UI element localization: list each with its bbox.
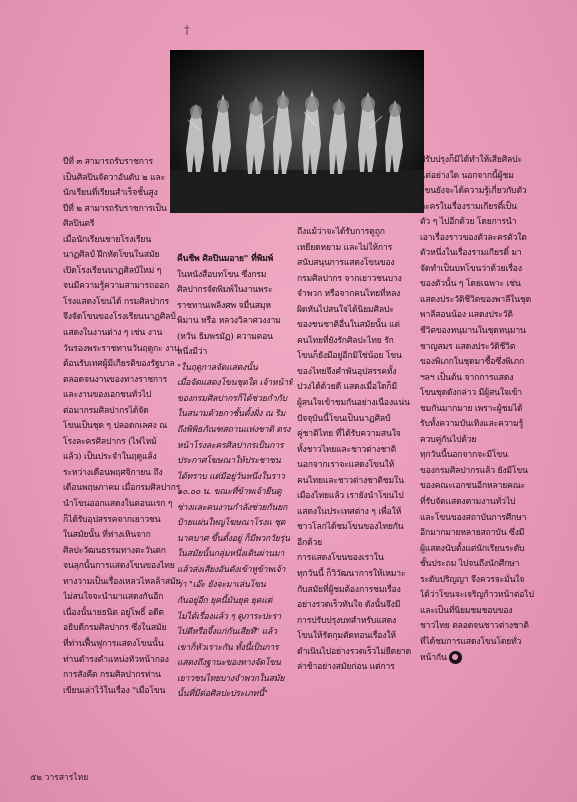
- column-a-line: และงานของเอกชนทั่วไป: [63, 390, 152, 401]
- column-a-line: ทางวามเป็นเรื่องเหลวไหลล้าสมัย: [63, 576, 181, 587]
- column-c-line: โขนก็ยังมีอยู่อีกมิใช่น้อย โขน: [297, 351, 402, 362]
- column-b-line: ราชทานเพลิงศพ จมื่นสมุห: [177, 300, 271, 311]
- column-a-line: ในสมัยนั้น ที่ห่างเหินจาก: [63, 530, 151, 541]
- column-b-line: ในสมัยนั้นกลุ่มหนึ่งเดินผ่านมา: [177, 549, 285, 560]
- column-c-line: ถึงแม้ว่าจะได้รับการดูถูก: [297, 227, 385, 237]
- column-b-line: ว่า "เอ๊ะ ยังจะมาเล่นโขน: [177, 580, 266, 591]
- column-c-line: ชาวโลกได้ชมโขนของไทยกัน: [297, 522, 404, 533]
- khon-performance-photo: [170, 50, 424, 213]
- column-d-line: ชาวไทย ตลอดจนชาวต่างชาติ: [420, 621, 529, 632]
- text-column-1: [63, 155, 184, 699]
- column-a-line: ตลอดจนงานของทางราชการ: [63, 374, 168, 385]
- page-marker: †: [184, 23, 190, 37]
- column-d-line: ของคณะเอกชนอีกหลายคณะ: [420, 481, 526, 492]
- column-a-line: โรงละครศิลปากร (ไฟไหม้: [63, 436, 157, 447]
- column-c-line: ทั้งชาวไทยและชาวต่างชาติ: [297, 444, 397, 455]
- column-d-line: แสดงประวัติชีวิตของพาลีในชุด: [420, 294, 532, 305]
- column-d-line: ตัวหนึ่งในเรื่องรามเกียรติ์ มา: [420, 248, 522, 259]
- column-b-line: ได้ทราบ แต่มีอยู่วันหนึ่งในราว: [177, 471, 285, 482]
- column-c-line: คนไทยและชาวต่างชาติชมใน: [297, 475, 404, 486]
- column-b-line: เขาก็หัวเราะกัน ทั้งนี้เป็นการ: [177, 642, 279, 653]
- column-c-line: อย่างรวดเร็วทันใจ ดังนั้นจึงมี: [297, 600, 401, 611]
- column-c-line: จำพวก หรือจากคนไทยที่หลง: [297, 289, 401, 300]
- column-a-line: ต้อนรับเทศผู้มีเกียรติของรัฐบาล: [63, 359, 175, 370]
- column-b-line: ประกาศโฆษณาให้ประชาชน: [177, 456, 281, 467]
- column-d-line: ละครในเรื่องรามเกียรติ์เป็น: [420, 201, 517, 212]
- column-c-line: โขนให้รัดกุมตัดทอนเรื่องให้: [297, 631, 396, 642]
- column-a-line: ต่อมากรมศิลปากรได้จัด: [63, 405, 149, 416]
- column-a-line: นักเรียนที่เรียนสำเร็จชั้นสูง: [63, 188, 158, 199]
- column-b-line: ถึงพิพิธภัณฑสถานแห่งชาติ ตรง: [177, 425, 291, 436]
- photo-illustration: [170, 50, 424, 213]
- column-d-line: อีกมากมายหลายสถาบัน ซึ่งมี: [420, 528, 525, 539]
- column-c-line: แสดงในประเทศต่าง ๆ เพื่อให้: [297, 506, 402, 517]
- column-c-line: ทุกวันนี้ ก็วิวัฒนาการให้เหมาะ: [297, 569, 406, 580]
- column-a-line: นาฏศิลป์ ฝึกหัดโขนในสมัย: [63, 250, 160, 261]
- column-a-line: จึงจัดโขนของโรงเรียนนาฏศิลป์: [63, 312, 176, 323]
- column-b-line: ของกรมศิลปากรก็ได้ช่วยกำกับ: [177, 393, 287, 404]
- column-a-line: ปีที่ ๒ สามารถรับราชการเป็น: [63, 203, 167, 214]
- column-a-line: โรงแสดงโขนได้ กรมศิลปากร: [63, 296, 169, 307]
- column-b-line: เมื่อจัดแสดงโขนชุดใด เจ้าหน้าที่: [177, 378, 293, 389]
- column-b-line: ป้ายแผ่นใหญ่โฆษณาโรงแ ชุด: [177, 518, 286, 529]
- column-c-line: ดำเนินไปอย่างรวดเร็วไม่ยืดยาด: [297, 646, 412, 657]
- column-d-line: ชีวิตของหนุมานในชุดหนุมาน: [420, 326, 526, 337]
- end-of-article-icon: [449, 651, 462, 664]
- column-c-line: ของชนชาติอื่นในสมัยนั้น แต่: [297, 320, 400, 331]
- column-b-line: แล้วส่งเสียงอันดังเข้าหูข้าพเจ้า: [177, 564, 286, 575]
- column-c-line: คู่ชาติไทย ที่ได้รับความสนใจ: [297, 429, 401, 440]
- column-c-line: การแสดงโขนของเราใน: [297, 553, 384, 564]
- column-d-line: พาลีสอนน้อง แสดงประวัติ: [420, 310, 513, 321]
- column-d-line: ชมกันมากมาย เพราะผู้ชมได้: [420, 403, 523, 414]
- column-d-line: แต่อย่างใด นอกจากนี้ผู้ชม: [420, 170, 514, 181]
- column-b-line: (หวัน ธิมพรมัฏ) ความตอน: [177, 331, 273, 342]
- column-a-line: อธิบดีกรมศิลปากร ซึ่งในสมัย: [63, 623, 167, 634]
- column-c-line: ผิดหันไปสนใจได้นิยมศิลปะ: [297, 304, 394, 315]
- column-b-line: ๑๐.๐๐ น. ขณะที่ข้าพเจ้ายืนดู: [177, 487, 282, 498]
- column-c-line: นอกจากเราจะแสดงโขนให้: [297, 460, 395, 471]
- column-d-line: เอาเรื่องราวของตัวละครตัวใด: [420, 232, 527, 243]
- column-d-line: ที่ได้ชมการแสดงโขนโดยทั่ว: [420, 636, 522, 647]
- column-a-line: วันรองพระราชทานวันฤดูกะ งาน: [63, 343, 180, 354]
- column-b-line: เยาวชนไทยบางจำพวกในสมัย: [177, 673, 285, 684]
- column-a-line: แสดงในงานต่าง ๆ เช่น งาน: [63, 328, 163, 339]
- column-a-line: แล้ว) เป็นประจำในฤดูแล้ง: [63, 452, 157, 463]
- column-b-line: คืนชีพ ศิลปินมอาย" ที่พิมพ์: [177, 254, 274, 264]
- column-c-line: กรมศิลปากร จากเยาวชนบาง: [297, 273, 402, 284]
- column-c-line: ปัจจุบันนี้โขนเป็นนาฏศิลป์: [297, 413, 391, 424]
- column-a-line: ระหว่างเดือนพฤศจิกายน ถึง: [63, 467, 163, 478]
- column-b-line: กันอยู่อีก ยุคนี้มันยุค ยุคแต่: [177, 596, 273, 607]
- column-b-line: ในสนามด้วยกาชั้นตั้งฝั่ง ณ ริม: [177, 409, 286, 420]
- column-b-line: ในหนังสือบทโขน ซึ่งกรม: [177, 269, 267, 280]
- column-b-line: หน้าโรงละครศิลปากรเป็นการ: [177, 440, 284, 451]
- column-a-line: ท่านดำรงตำแหน่งหัวหน้ากอง: [63, 654, 169, 665]
- column-a-line: เปิดโรงเรียนนาฏศิลป์ใหม่ ๆ: [63, 265, 162, 276]
- column-b-line: พิมาน หรือ หลวงวิลาศวงงาม: [177, 316, 281, 327]
- column-a-line: ไม่สนใจจะนำมาแสดงกันอีก: [63, 592, 164, 603]
- column-d-line: ของกรมศิลปากรแล้ว ยังมีโขน: [420, 465, 528, 476]
- column-d-line: ชั้นประถม ไปจนถึงนักศึกษา: [420, 559, 520, 570]
- column-c-line: กับสมัยที่ผู้ชมต้องการชมเรื่อง: [297, 584, 401, 595]
- column-b-line: ไม่ได้เรื่องแล้ว ๆ ดูภาระปะรา: [177, 611, 281, 622]
- column-b-line: หนึ่งมีว่า: [177, 347, 208, 358]
- column-c-line: เหยียดหยาม และไม่ให้การ: [297, 242, 393, 253]
- column-b-line: ช่างและคนงานกำลังช่วยกันยก: [177, 502, 288, 513]
- column-a-line: จนลุกนั้นการแสดงโขนของไทย: [63, 561, 175, 572]
- column-b-line: นาคบาศ ขึ้นตั้งอยู่ ก็มีพวกวัยรุ่น: [177, 533, 290, 544]
- column-b-line: "ในฤดูกาลจัดแสดงนั้น: [177, 362, 258, 373]
- column-b-line: แสดงถึงฐานะของทางจัดโขน: [177, 658, 281, 669]
- column-d-line: ของตัวนั้น ๆ โดยเฉพาะ เช่น: [420, 279, 521, 290]
- column-a-line: ที่ท่านฟื้นฟูการแสดงโขนนั้น: [63, 638, 164, 649]
- column-a-line: ก็ได้รับอุปสรรคจากเยาวชน: [63, 514, 161, 525]
- column-b-line: ไปดีหรือจึ้งแก่กันเสียที" แล้ว: [177, 627, 277, 638]
- column-d-line: ทุกวันนี้นอกจากจะมีโขน: [420, 450, 508, 461]
- column-c-line: สนับสนุนการแสดงโขนของ: [297, 258, 395, 269]
- column-b-line: ศิลปากรจัดพิมพ์ในงานพระ: [177, 285, 273, 296]
- column-c-line: ล่าช้าอย่างสมัยก่อน แต่การ: [297, 662, 395, 673]
- column-c-line: คนไทยที่ยังรักศิลปะไทย รัก: [297, 335, 394, 346]
- column-a-line: ศิลปินตรี: [63, 219, 95, 230]
- column-d-line: ปรับปรุงก็มิได้ทำให้เสียศิลปะ: [420, 155, 522, 165]
- column-d-line: ที่รับจัดแสดงตามงานทั่วไป: [420, 497, 516, 508]
- column-c-line: ของไทยจึงคำพันอุปสรรคทั้ง: [297, 366, 397, 377]
- text-column-4: [420, 153, 539, 666]
- column-c-line: อีกด้วย: [297, 537, 323, 548]
- column-c-line: ปวงได้ด้วยดี แสดงเมื่อใดก็มี: [297, 382, 397, 393]
- text-column-3: [297, 225, 419, 676]
- column-d-line: โขนยังจะได้ความรู้เกี่ยวกับตัว: [420, 186, 527, 197]
- column-d-line: หน้ากัน: [420, 651, 539, 667]
- column-d-line: และเป็นที่นิยมชมชอบของ: [420, 605, 513, 616]
- column-a-line: ปีที่ ๓ สามารถรับราชการ: [63, 157, 153, 167]
- column-a-line: เดือนพฤษภาคม เมื่อกรมศิลปากร: [63, 483, 181, 494]
- column-a-line: ศิลปะวัฒนธรรมทางตะวันตก: [63, 545, 166, 556]
- page-footer: ๕๒ วารสารไทย: [30, 773, 89, 783]
- column-a-line: เขียนเล่าไว้ในเรื่อง "เมื่อโขน: [63, 685, 166, 696]
- column-d-line: และโขนของสถาบันการศึกษา: [420, 512, 527, 523]
- column-d-line: ตัว ๆ ไปอีกด้วย โดยการนำ: [420, 217, 517, 228]
- column-d-line: รับทั้งความบันเทิงและความรู้: [420, 419, 524, 430]
- column-a-line: นำโขนออกแสดงในตอนแรก ๆ: [63, 499, 173, 510]
- column-a-line: จนมีความรู้ความสามารถออก: [63, 281, 170, 292]
- column-a-line: เป็นศิลปินจัตวาอันดับ ๒ และ: [63, 172, 166, 183]
- column-d-line: ผู้แสดงนับตั้งแต่นักเรียนระดับ: [420, 543, 525, 554]
- column-a-line: การสังคีต กรมศิลปากรท่าน: [63, 670, 161, 681]
- column-d-line: โขนชุดดังกล่าว มีผู้สนใจเข้า: [420, 388, 522, 399]
- column-d-line: ระดับปริญญา จึงควรจะมั่นใจ: [420, 574, 525, 585]
- column-d-line: ควบคู่กันไปด้วย: [420, 434, 477, 445]
- column-c-line: การปรับปรุงบทสำหรับแสดง: [297, 615, 397, 626]
- column-d-line: ได้ว่าโขนจะเจริญก้าวหน้าต่อไป: [420, 590, 534, 601]
- column-b-line: นั้นที่มีต่อศิลปะประเภทนี้": [177, 689, 268, 700]
- column-a-line: โขนเป็นชุด ๆ ปลอดกเลศง ณ: [63, 421, 168, 432]
- column-d-line: จัดทำเป็นบทโขนว่าด้วยเรื่อง: [420, 263, 522, 274]
- column-d-line: ชาญสมร แสดงประวัติชีวิต: [420, 341, 516, 352]
- column-c-line: เมืองไทยแล้ว เรายังนำโขนไป: [297, 491, 404, 502]
- column-a-line: เนื่องนั้นายธนิต อยู่โพธิ์ อดีต: [63, 607, 164, 618]
- column-d-line: ของพิเภกในชุดมาซื้อซึ่งพิเภก: [420, 357, 525, 368]
- text-column-2: [177, 252, 293, 703]
- column-d-line: ฯลฯ เป็นต้น จากการแสดง: [420, 372, 514, 383]
- column-c-line: ผู้สนใจเข้าชมกันอย่างเนืองแน่น: [297, 398, 410, 409]
- column-a-line: เมื่อนักเรียนชายโรงเรียน: [63, 234, 152, 245]
